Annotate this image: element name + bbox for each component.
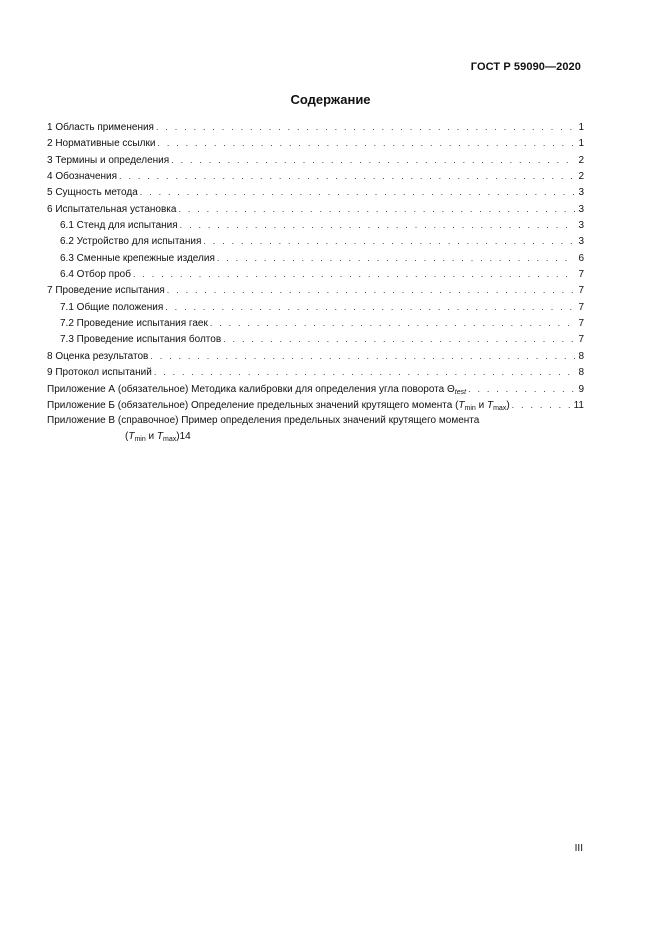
- toc-entry-page: 1: [578, 138, 584, 150]
- toc-entry-label: 6.1 Стенд для испытания: [60, 220, 178, 232]
- toc-entry[interactable]: [47, 299, 584, 315]
- toc-entry-label: 7.1 Общие положения: [60, 301, 164, 313]
- toc-entry-page: 7: [578, 285, 584, 297]
- toc-entry-page: 2: [578, 154, 584, 166]
- toc-entry[interactable]: [47, 266, 584, 282]
- appendix-b-text: Приложение Б (обязательное) Определение предельных значений крутящего момента (: [47, 399, 459, 411]
- t-symbol: T: [458, 399, 465, 411]
- toc-leader-dots: [154, 364, 576, 380]
- toc-entry-page: 3: [578, 203, 584, 215]
- toc-leader-dots: [156, 119, 575, 135]
- opening-paren: (: [125, 431, 129, 443]
- toc-entry-page: 8: [578, 350, 584, 362]
- toc-entry-label: [125, 429, 180, 448]
- toc-leader-dots: [133, 266, 576, 282]
- toc-entry-label: 2 Нормативные ссылки: [47, 138, 156, 150]
- appendix-c-line2: [47, 429, 584, 445]
- toc-entry-label: 6.2 Устройство для испытания: [60, 236, 202, 248]
- toc-leader-dots: [119, 168, 575, 184]
- toc-entry[interactable]: [47, 282, 584, 298]
- toc-leader-dots: [468, 381, 575, 397]
- toc-entry-label: 4 Обозначения: [47, 171, 118, 183]
- toc-entry[interactable]: [47, 201, 584, 217]
- max-subscript: max: [493, 404, 507, 412]
- toc-entry-label: 8 Оценка результатов: [47, 350, 149, 362]
- toc-entry[interactable]: [47, 184, 584, 200]
- appendix-c-line1: Приложение В (справочное) Пример определения предельных значений крутящего момента: [47, 415, 480, 427]
- toc-entry-label: 5 Сущность метода: [47, 187, 138, 199]
- toc-entry-appendix-b[interactable]: [47, 397, 584, 413]
- toc-entry-page: 11: [573, 399, 584, 411]
- toc-entry-page: 7: [578, 318, 584, 330]
- toc-entry[interactable]: [47, 135, 584, 151]
- toc-leader-dots: [150, 348, 575, 364]
- toc-entry[interactable]: [47, 348, 584, 364]
- toc-entry[interactable]: [47, 217, 584, 233]
- and-text: и: [145, 431, 157, 443]
- toc-entry-page: 3: [578, 187, 584, 199]
- toc-leader-dots: [167, 282, 576, 298]
- toc-entry-label: 1 Область применения: [47, 122, 154, 133]
- toc-entry-page: 7: [578, 301, 584, 313]
- toc-entry[interactable]: [47, 119, 584, 135]
- t-symbol: T: [486, 399, 494, 411]
- toc-entry-label: 6.4 Отбор проб: [60, 269, 131, 281]
- and-text: и: [475, 399, 487, 411]
- toc-leader-dots: [512, 397, 571, 413]
- table-of-contents: [47, 119, 584, 445]
- toc-leader-dots: [203, 233, 575, 249]
- toc-entry[interactable]: [47, 331, 584, 347]
- appendix-a-subscript: test: [454, 388, 467, 396]
- toc-entry[interactable]: [47, 152, 584, 168]
- toc-entry-label: 3 Термины и определения: [47, 154, 170, 166]
- toc-entry-page: 9: [578, 383, 584, 395]
- toc-entry-page: 2: [578, 171, 584, 183]
- min-subscript: min: [134, 436, 146, 444]
- toc-entry-label: 7.2 Проведение испытания гаек: [60, 318, 208, 330]
- toc-leader-dots: [223, 331, 575, 347]
- standard-code-header: ГОСТ Р 59090—2020: [470, 61, 581, 73]
- toc-entry-label: 9 Протокол испытаний: [47, 367, 152, 379]
- toc-entry-page: 1: [578, 122, 584, 133]
- min-subscript: min: [464, 404, 476, 412]
- toc-entry-page: 6: [578, 252, 584, 264]
- toc-entry-label: 6 Испытательная установка: [47, 203, 177, 215]
- toc-leader-dots: [217, 250, 576, 266]
- toc-entry-appendix-c[interactable]: [47, 413, 584, 445]
- toc-leader-dots: [210, 315, 576, 331]
- toc-entry-appendix-a[interactable]: [47, 381, 584, 397]
- appendix-a-text: Приложение А (обязательное) Методика калибровки для определения угла поворота Θ: [47, 383, 455, 395]
- toc-title: Содержание: [290, 92, 371, 107]
- toc-entry-page: 3: [578, 220, 584, 232]
- toc-leader-dots: [178, 201, 575, 217]
- t-symbol: T: [128, 431, 135, 443]
- toc-entry-page: 8: [578, 367, 584, 379]
- toc-leader-dots: [140, 184, 576, 200]
- closing-paren: ): [176, 431, 180, 443]
- toc-entry-label: 7.3 Проведение испытания болтов: [60, 334, 222, 346]
- toc-entry-page: 7: [578, 269, 584, 281]
- toc-leader-dots: [180, 217, 576, 233]
- toc-entry[interactable]: [47, 250, 584, 266]
- closing-paren: ): [506, 399, 510, 411]
- toc-leader-dots: [165, 299, 575, 315]
- t-symbol: T: [156, 431, 163, 443]
- toc-entry[interactable]: [47, 168, 584, 184]
- max-subscript: max: [163, 436, 177, 444]
- toc-entry-page: 7: [578, 334, 584, 346]
- toc-entry[interactable]: [47, 364, 584, 380]
- toc-leader-dots: [157, 135, 575, 151]
- toc-entry-label: 7 Проведение испытания: [47, 285, 165, 297]
- toc-entry[interactable]: [47, 233, 584, 249]
- toc-leader-dots: [171, 152, 575, 168]
- page-number: III: [574, 843, 583, 854]
- toc-entry-page: 3: [578, 236, 584, 248]
- toc-entries: [47, 119, 584, 381]
- toc-entry-label: 6.3 Сменные крепежные изделия: [60, 252, 215, 264]
- toc-entry-page: 14: [179, 431, 191, 443]
- toc-entry[interactable]: [47, 315, 584, 331]
